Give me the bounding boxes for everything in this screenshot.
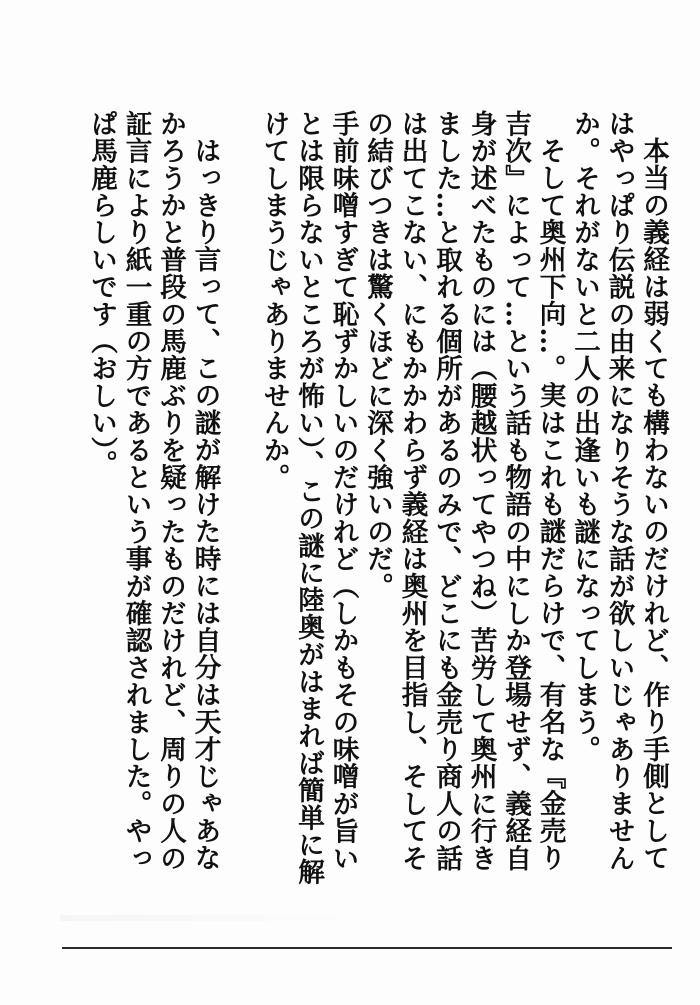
paragraph-2: そして奥州下向…。実はこれも謎だらけで、有名な『金売り吉次』によって…という話も物語の中にしか登場せず、義経自身が述べたものには（腰越状ってやつね）苦労して奥州に行きました…と取れる個所があるのみで、どこにも金売り商人の話は出てこない、にもかかわらず義経は奥州を目指し、そしてその結びつきは驚くほどに深く強いのだ。 <box>362 110 566 872</box>
paragraph-4: はっきり言って、この謎が解けた時には自分は天才じゃあなかろうかと普段の馬鹿ぶりを疑ったものだけれど、周りの人の証言により紙一重の方であるという事が確認されました。やっぱ馬鹿らしいです（おしい）。 <box>86 110 221 872</box>
page-bottom-rule <box>62 947 672 949</box>
paragraph-1: 本当の義経は弱くても構わないのだけれど、作り手側としてはやっぱり伝説の由来になりそうな話が欲しいじゃありませんか。それがないと二人の出逢いも謎になってしまう。 <box>569 110 669 872</box>
paragraph-gap <box>222 110 257 890</box>
paragraph-3: 手前味噌すぎて恥ずかしいのだけれど（しかもその味噌が旨いとは限らないところが怖い）、この謎に陸奥がはまれば簡単に解けてしまうじゃありませんか。 <box>258 110 359 886</box>
scan-shadow <box>60 915 360 921</box>
vertical-text-body <box>84 110 671 890</box>
